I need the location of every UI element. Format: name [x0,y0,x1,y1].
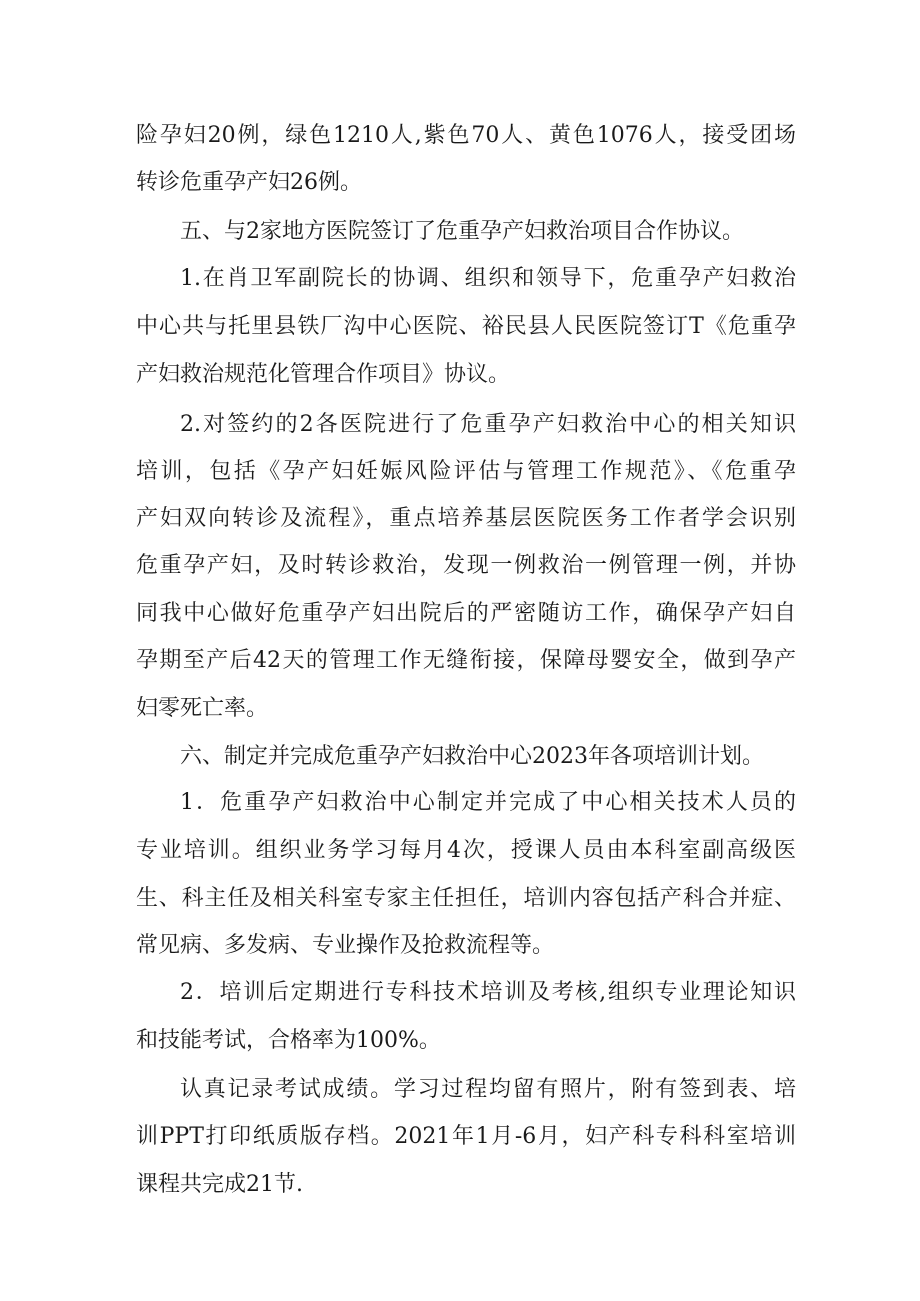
section-heading: 五、与2家地方医院签订了危重孕产妇救治项目合作协议。 [180,219,744,244]
text-line: 课程共完成21节. [136,1172,303,1197]
text-line: 2．培训后定期进行专科技术培训及考核,组织专业理论知识 [180,980,796,1005]
text-line: 常见病、多发病、专业操作及抢救流程等。 [136,933,555,958]
text-line: 训PPT打印纸质版存档。2021年1月-6月，妇产科专科科室培训 [136,1124,796,1149]
text-line: 2.对签约的2各医院进行了危重孕产妇救治中心的相关知识 [180,412,796,437]
text-line: 孕期至产后42天的管理工作无缝衔接，保障母婴安全，做到孕产 [136,648,796,673]
text-line: 专业培训。组织业务学习每月4次，授课人员由本科室副高级医 [136,838,796,863]
text-line: 1.在肖卫军副院长的协调、组织和领导下，危重孕产妇救治 [180,266,796,291]
text-line: 转诊危重孕产妇26例。 [136,170,362,195]
text-line: 产妇双向转诊及流程》，重点培养基层医院医务工作者学会识别 [136,506,796,531]
text-line: 妇零死亡率。 [136,696,269,721]
text-line: 生、科主任及相关科室专家主任担任，培训内容包括产科合并症、 [136,886,796,911]
text-line: 和技能考试，合格率为100%。 [136,1028,441,1053]
text-line: 1．危重孕产妇救治中心制定并完成了中心相关技术人员的 [180,790,796,815]
text-line: 培训，包括《孕产妇妊娠风险评估与管理工作规范》、《危重孕 [136,459,796,484]
text-line: 中心共与托里县铁厂沟中心医院、裕民县人民医院签订T《危重孕 [136,314,796,339]
text-line: 产妇救治规范化管理合作项目》协议。 [136,362,511,387]
text-line: 危重孕产妇，及时转诊救治，发现一例救治一例管理一例，并协 [136,553,796,578]
section-heading: 六、制定并完成危重孕产妇救治中心2023年各项培训计划。 [180,744,764,769]
text-line: 认真记录考试成绩。学习过程均留有照片，附有签到表、培 [180,1077,796,1102]
text-line: 险孕妇20例，绿色1210人,紫色70人、黄色1076人，接受团场 [136,123,796,148]
text-line: 同我中心做好危重孕产妇出院后的严密随访工作，确保孕产妇自 [136,601,796,626]
